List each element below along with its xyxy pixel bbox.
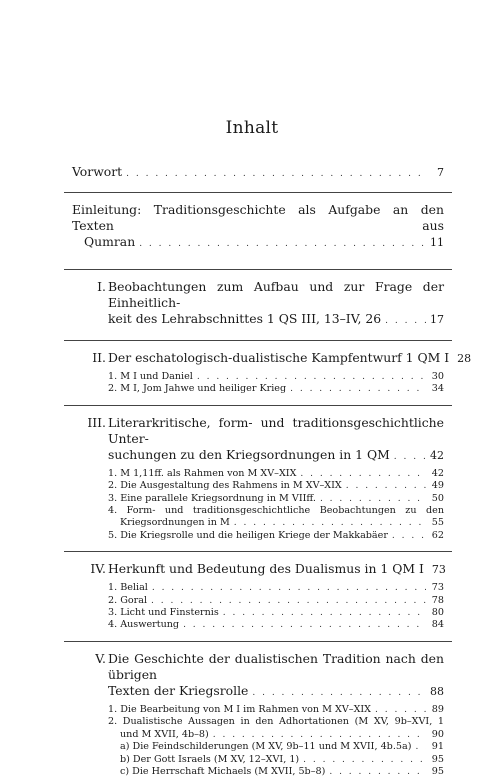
dot-leader xyxy=(290,383,426,395)
page-number: 30 xyxy=(431,371,444,382)
toc-chapter-1[interactable] xyxy=(72,279,444,329)
dot-leader xyxy=(415,741,426,753)
page-number: 28 xyxy=(457,352,472,365)
dot-leader xyxy=(151,595,426,607)
toc-subentry[interactable] xyxy=(108,493,444,505)
page-number: 89 xyxy=(431,703,444,715)
chapter-number: III. xyxy=(87,414,106,430)
toc-subentry[interactable] xyxy=(108,607,444,619)
subentry-title: 4. Form- und traditionsgeschichtliche Beobachtungen zu den xyxy=(108,505,444,517)
dot-leader xyxy=(329,766,426,778)
subentry-title-continued: Kriegsordnungen in M xyxy=(120,517,230,529)
page-number: 11 xyxy=(430,236,444,249)
dot-leader xyxy=(183,619,426,631)
toc-subentry[interactable] xyxy=(72,716,444,741)
dot-leader xyxy=(394,449,426,465)
toc-subentry[interactable] xyxy=(108,619,444,631)
dot-leader xyxy=(303,754,426,766)
table-of-contents xyxy=(72,164,472,778)
dot-leader xyxy=(300,468,426,480)
subentry-title: 2. Goral xyxy=(108,594,148,606)
page-title: Inhalt xyxy=(225,118,279,138)
dot-leader xyxy=(320,493,426,505)
chapter-title: Die Geschichte der dualistischen Tradition nach den übrigen xyxy=(108,650,444,682)
page-number: 88 xyxy=(430,684,444,698)
subentry-title: 2. Dualistische Aussagen in den Adhortationen (M XV, 9b–XVI, 1 xyxy=(108,716,444,728)
subentry-title: 4. Auswertung xyxy=(108,619,180,631)
toc-entry-title: Einleitung: Traditionsgeschichte als Aufgabe an den Texten aus xyxy=(72,202,444,233)
page-number: 91 xyxy=(431,741,444,753)
page-number: 90 xyxy=(431,728,444,740)
page-number: 80 xyxy=(431,607,444,619)
subentry-title: 2. M I, Jom Jahwe und heiliger Krieg xyxy=(108,383,287,395)
chapter-title: Der eschatologisch-dualistische Kampfentwurf 1 QM I xyxy=(108,350,450,365)
dot-leader xyxy=(234,517,426,529)
toc-entry-title: Vorwort xyxy=(72,164,123,179)
toc-subentry[interactable] xyxy=(108,383,444,395)
page-number: 7 xyxy=(437,166,444,179)
subentry-title: 3. Eine parallele Kriegsordnung in M VIIff. xyxy=(108,492,316,504)
chapter-title-continued: suchungen zu den Kriegsordnungen in 1 QM xyxy=(108,446,390,462)
toc-entry-einleitung[interactable] xyxy=(72,202,444,252)
page-number: 34 xyxy=(431,383,444,395)
dot-leader xyxy=(375,704,426,716)
toc-chapter-2[interactable] xyxy=(72,350,472,368)
toc-subentry[interactable] xyxy=(108,704,444,716)
page-number: 55 xyxy=(431,517,444,529)
toc-chapter-4[interactable] xyxy=(72,561,444,579)
dot-leader xyxy=(152,582,426,594)
page-number: 78 xyxy=(431,594,444,606)
toc-subsubentry[interactable] xyxy=(120,754,444,766)
subentry-title: 2. Die Ausgestaltung des Rahmens in M XV–XIX xyxy=(108,480,342,492)
chapter-number: II. xyxy=(92,350,106,365)
page-number: 84 xyxy=(431,619,444,631)
toc-entry-title-continued: Qumran xyxy=(84,234,136,249)
chapter-title: Herkunft und Bedeutung des Dualismus in 1 QM I xyxy=(108,561,424,577)
dot-leader xyxy=(139,236,426,252)
dot-leader xyxy=(385,313,426,329)
toc-chapter-3[interactable] xyxy=(72,415,444,465)
chapter-number: I. xyxy=(97,279,106,294)
chapter-title: Literarkritische, form- und traditionsgeschichtliche Unter- xyxy=(108,414,444,446)
dot-leader xyxy=(197,371,426,383)
subsubentry-title: a) Die Feindschilderungen (M XV, 9b–11 und M XVII, 4b.5a) xyxy=(120,741,412,753)
toc-subentry[interactable] xyxy=(108,530,444,542)
subentry-title: 3. Licht und Finsternis xyxy=(108,607,219,619)
chapter-title-continued: Texten der Kriegsrolle xyxy=(108,682,249,698)
chapter-number: IV. xyxy=(90,561,106,577)
page-number: 95 xyxy=(431,765,444,777)
page-number: 73 xyxy=(431,563,446,577)
chapter-number: V. xyxy=(95,650,106,666)
toc-subentry[interactable] xyxy=(108,371,444,383)
toc-subsubentry[interactable] xyxy=(120,766,444,778)
toc-chapter-5[interactable] xyxy=(72,651,444,701)
subentry-title: 5. Die Kriegsrolle und die heiligen Kriege der Makkabäer xyxy=(108,529,388,541)
toc-subentry[interactable] xyxy=(108,595,444,607)
page-number: 62 xyxy=(431,529,444,541)
toc-subentry[interactable] xyxy=(108,480,444,492)
toc-subentry[interactable] xyxy=(108,468,444,480)
page-number: 42 xyxy=(430,448,444,462)
dot-leader xyxy=(223,607,426,619)
page-number: 95 xyxy=(431,753,444,765)
chapter-title: Beobachtungen zum Aufbau und zur Frage der Einheitlich- xyxy=(108,279,444,310)
subentry-title: 1. Belial xyxy=(108,582,148,594)
chapter-title-continued: keit des Lehrabschnittes 1 QS III, 13–IV, 26 xyxy=(108,311,382,326)
toc-entry-vorwort[interactable] xyxy=(72,164,444,182)
dot-leader xyxy=(346,480,426,492)
toc-subentry[interactable] xyxy=(72,505,444,530)
subsubentry-title: c) Die Herrschaft Michaels (M XVII, 5b–8) xyxy=(120,765,326,777)
subentry-title-continued: und M XVII, 4b–8) xyxy=(120,728,209,740)
dot-leader xyxy=(252,685,426,701)
subentry-title: 1. Die Bearbeitung von M I im Rahmen von M XV–XIX xyxy=(108,703,372,715)
subentry-title: 1. M 1,11ff. als Rahmen von M XV–XIX xyxy=(108,467,297,479)
page-number: 17 xyxy=(430,313,444,326)
subsubentry-title: b) Der Gott Israels (M XV, 12–XVI, 1) xyxy=(120,753,300,765)
page-number: 73 xyxy=(431,582,444,594)
dot-leader xyxy=(126,166,426,182)
page-number: 50 xyxy=(431,492,444,504)
page-number: 42 xyxy=(431,467,444,479)
subentry-title: 1. M I und Daniel xyxy=(108,371,193,382)
dot-leader xyxy=(392,530,426,542)
toc-subentry[interactable] xyxy=(108,582,444,594)
page-number: 49 xyxy=(431,480,444,492)
dot-leader xyxy=(213,729,426,741)
toc-subsubentry[interactable] xyxy=(120,741,444,753)
